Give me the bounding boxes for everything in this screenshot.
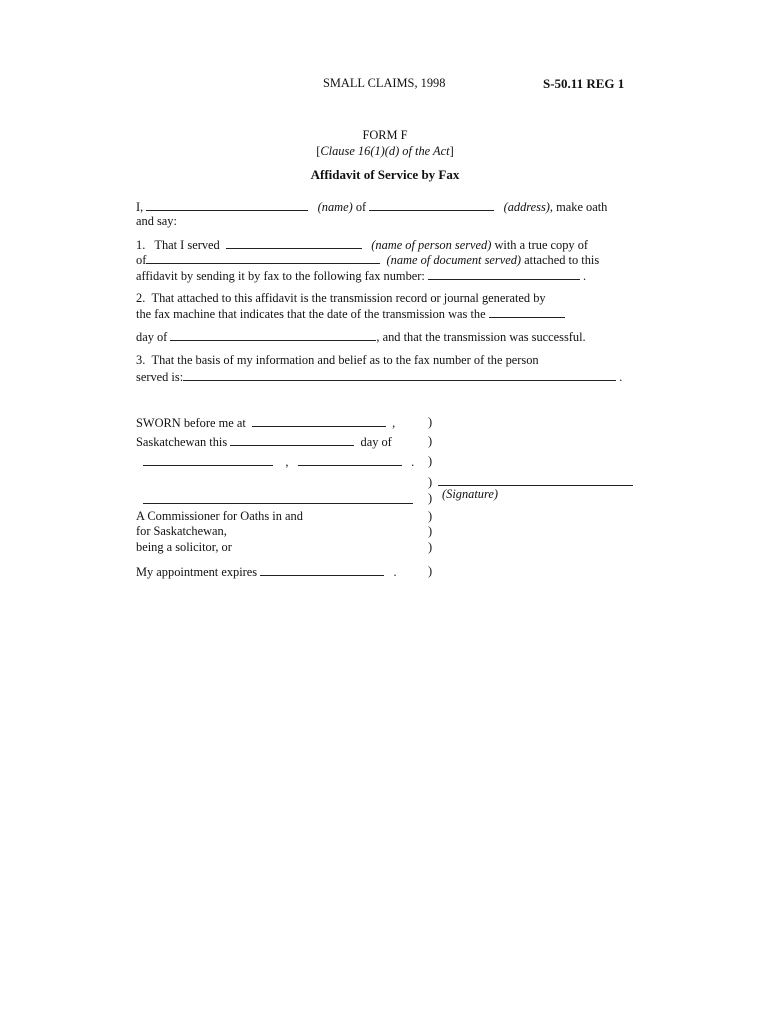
signature-label: (Signature) xyxy=(442,487,498,501)
paren: ) xyxy=(428,564,433,578)
transmission-day-blank[interactable] xyxy=(489,306,565,318)
paren: ) xyxy=(428,415,433,429)
para1-line3: affidavit by sending it by fax to the following fax number: . xyxy=(136,269,587,283)
intro-line: I, (name) of (address), make oath xyxy=(136,200,608,214)
header-title: SMALL CLAIMS, 1998 xyxy=(323,76,446,90)
commissioner-line1: A Commissioner for Oaths in and xyxy=(136,509,303,523)
sworn-year-blank[interactable] xyxy=(298,454,402,466)
commissioner-line2: for Saskatchewan, xyxy=(136,524,227,538)
para2-line1: 2. That attached to this affidavit is the transmission record or journal generated by xyxy=(136,291,546,305)
saskatchewan-line: Saskatchewan this day of xyxy=(136,435,392,449)
fax-number-blank[interactable] xyxy=(428,268,580,280)
appointment-line: My appointment expires . xyxy=(136,565,397,579)
para1-line1: 1. That I served (name of person served) with a true copy of xyxy=(136,238,589,252)
para3-line2: served is: . xyxy=(136,370,623,384)
appointment-expiry-blank[interactable] xyxy=(260,564,384,576)
paren: ) xyxy=(428,509,433,523)
sworn-location-blank[interactable] xyxy=(252,415,386,427)
address-label: (address) xyxy=(503,200,550,214)
person-served-label: (name of person served) xyxy=(371,238,492,252)
form-title: Affidavit of Service by Fax xyxy=(310,167,460,182)
document-served-label: (name of document served) xyxy=(386,253,522,267)
name-blank[interactable] xyxy=(146,199,308,211)
date-line: , . xyxy=(143,454,414,470)
para2-line2: the fax machine that indicates that the date of the transmission was the xyxy=(136,306,565,322)
paren: ) xyxy=(428,434,433,448)
sworn-month-blank[interactable] xyxy=(143,454,273,466)
paren: ) xyxy=(428,540,433,554)
form-name: FORM F xyxy=(362,128,408,142)
document-served-blank[interactable] xyxy=(146,252,380,264)
paren: ) xyxy=(428,454,433,468)
and-say: and say: xyxy=(136,214,177,228)
commissioner-signature-line[interactable] xyxy=(143,491,413,504)
sworn-line: SWORN before me at , xyxy=(136,416,396,430)
para2-line3: day of , and that the transmission was successful. xyxy=(136,330,586,344)
name-label: (name) xyxy=(317,200,353,214)
person-served-blank[interactable] xyxy=(226,237,362,249)
paren: ) xyxy=(428,475,433,489)
paren: ) xyxy=(428,491,433,505)
clause-reference: Clause 16(1)(d) of the Act xyxy=(320,144,450,158)
address-blank[interactable] xyxy=(369,199,494,211)
commissioner-line3: being a solicitor, or xyxy=(136,540,232,554)
header-code: S-50.11 REG 1 xyxy=(543,76,625,91)
sworn-day-blank[interactable] xyxy=(230,434,354,446)
basis-blank[interactable] xyxy=(183,369,616,381)
form-clause: [Clause 16(1)(d) of the Act] xyxy=(316,144,454,158)
para1-line2: of (name of document served) attached to this xyxy=(136,253,600,267)
paren: ) xyxy=(428,524,433,538)
deponent-signature-line[interactable] xyxy=(438,485,633,486)
para3-line1: 3. That the basis of my information and belief as to the fax number of the person xyxy=(136,353,539,367)
transmission-month-blank[interactable] xyxy=(170,329,376,341)
